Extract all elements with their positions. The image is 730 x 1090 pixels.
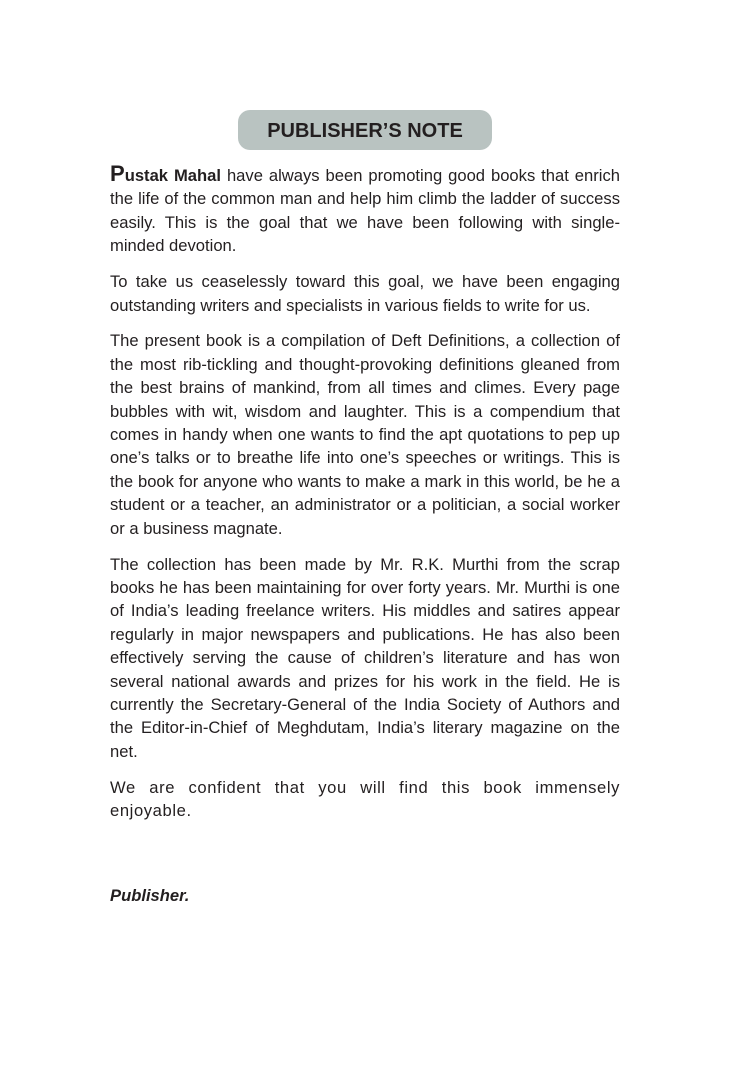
paragraph-3: The present book is a compilation of Deft Definitions, a collection of the most rib-tickling and thought-provoking definitions gleaned from the best brains of mankind, from all times and climes. Every page bubbles with wit, wisdom and laughter. This is a compendium that comes in handy when one wants to find the apt quotations to pep up one’s talks or to breathe life into one’s speeches or writings. This is the book for anyone who wants to make a mark in this world, be he a student or a teacher, an administrator or a politician, a social worker or a business magnate. xyxy=(110,331,620,538)
paragraph-1: Pustak Mahal have always been promoting good books that enrich the life of the common man and help him climb the ladder of success easily. This is the goal that we have been following with single-minded devotion. xyxy=(110,161,620,256)
paragraph-5: We are confident that you will find this book immensely enjoyable. xyxy=(110,777,620,821)
note-body xyxy=(110,162,620,835)
signature: Publisher. xyxy=(110,886,190,905)
paragraph-2: To take us ceaselessly toward this goal, we have been engaging outstanding writers and specialists in various fields to write for us. xyxy=(110,272,620,315)
section-title-badge xyxy=(238,110,492,150)
page-title: PUBLISHER’S NOTE xyxy=(267,120,463,142)
publisher-name: Pustak Mahal xyxy=(110,161,222,186)
paragraph-4: The collection has been made by Mr. R.K. Murthi from the scrap books he has been maintaining for over forty years. Mr. Murthi is one of India’s leading freelance writers. His middles and satires appear regularly in major newspapers and publications. He has also been effectively serving the cause of children’s literature and has won several national awards and prizes for his work in the field. He is currently the Secretary-General of the India Society of Authors and the Editor-in-Chief of Meghdutam, India’s literary magazine on the net. xyxy=(110,554,620,761)
